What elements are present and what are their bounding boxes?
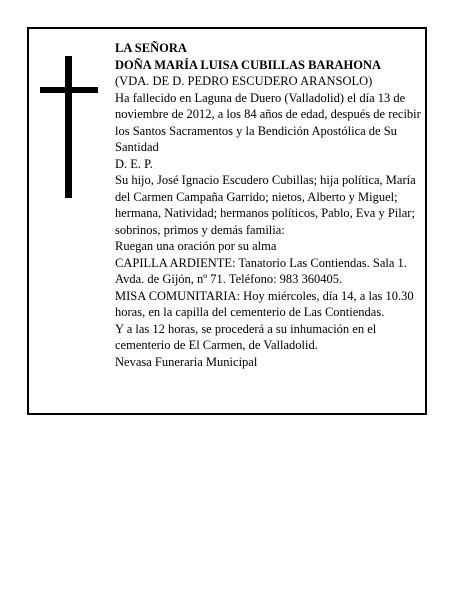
mass-info: MISA COMUNITARIA: Hoy miércoles, día 14, a las 10.30 horas, en la capilla del cementerio de Las Contiendas. [115, 288, 414, 319]
prayer-request: Ruegan una oración por su alma [115, 239, 277, 253]
heading-title: LA SEÑORA [115, 41, 187, 55]
cross-horizontal-bar [40, 87, 98, 93]
family-list: Su hijo, José Ignacio Escudero Cubillas; hija política, María del Carmen Campaña Garrido; nietos, Alberto y Miguel; hermana, Natividad; hermanos políticos, Pablo, Eva y Pilar; sobrinos, primos y demás familia: [115, 173, 416, 237]
cross-vertical-bar [65, 56, 72, 198]
widow-of-line: (VDA. DE D. PEDRO ESCUDERO ARANSOLO) [115, 74, 373, 88]
deceased-name: DOÑA MARÍA LUISA CUBILLAS BARAHONA [115, 57, 382, 72]
obituary-notice [27, 27, 427, 415]
rip-line: D. E. P. [115, 156, 153, 171]
latin-cross-icon [40, 56, 98, 198]
notice-text [115, 40, 425, 370]
funeral-home: Nevasa Funeraria Municipal [115, 354, 258, 369]
burial-info: Y a las 12 horas, se procederá a su inhumación en el cementerio de El Carmen, de Valladolid. [115, 321, 377, 352]
death-announcement: Ha fallecido en Laguna de Duero (Valladolid) el día 13 de noviembre de 2012, a los 84 años de edad, después de recibir los Santos Sacramentos y la Bendición Apostólica de Su Santidad [115, 90, 421, 154]
chapel-info: CAPILLA ARDIENTE: Tanatorio Las Contiendas. Sala 1. Avda. de Gijón, nº 71. Teléfono: 983 360405. [115, 255, 407, 286]
